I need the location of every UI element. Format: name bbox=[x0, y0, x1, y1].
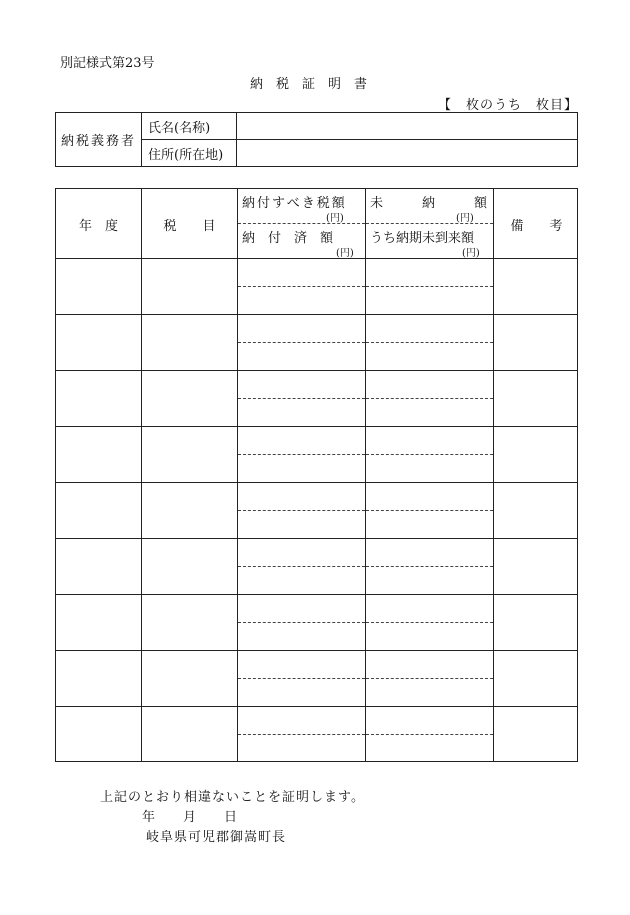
cell-paid[interactable] bbox=[238, 678, 365, 706]
cell-tax-item[interactable] bbox=[142, 370, 237, 426]
cell-paid[interactable] bbox=[238, 734, 365, 762]
date-year: 年 bbox=[142, 810, 156, 825]
taxpayer-heading: 納税義務者 bbox=[56, 113, 142, 166]
cell-remarks[interactable] bbox=[494, 426, 579, 482]
cell-tax-due[interactable] bbox=[238, 650, 365, 678]
issuer: 岐阜県可児郡御嵩町長 bbox=[146, 830, 287, 845]
cell-paid[interactable] bbox=[238, 398, 365, 426]
form-number: 別記様式第23号 bbox=[60, 56, 155, 71]
issue-date bbox=[142, 806, 237, 825]
cell-unpaid[interactable] bbox=[366, 594, 493, 622]
cell-unpaid[interactable] bbox=[366, 370, 493, 398]
unit-not-yet-due: (円) bbox=[462, 248, 480, 259]
document-title: 納税証明書 bbox=[249, 77, 380, 92]
address-field[interactable] bbox=[238, 140, 577, 166]
cell-remarks[interactable] bbox=[494, 706, 579, 762]
cell-tax-due[interactable] bbox=[238, 370, 365, 398]
cell-tax-item[interactable] bbox=[142, 426, 237, 482]
cell-not-yet-due[interactable] bbox=[366, 398, 493, 426]
cell-remarks[interactable] bbox=[494, 594, 579, 650]
address-label: 住所(所在地) bbox=[142, 140, 237, 166]
cell-tax-item[interactable] bbox=[142, 706, 237, 762]
cell-unpaid[interactable] bbox=[366, 650, 493, 678]
header-tax-item: 税 目 bbox=[163, 219, 216, 234]
cell-paid[interactable] bbox=[238, 286, 365, 314]
cell-year[interactable] bbox=[56, 258, 141, 314]
cell-unpaid[interactable] bbox=[366, 482, 493, 510]
cell-tax-due[interactable] bbox=[238, 538, 365, 566]
cell-tax-item[interactable] bbox=[142, 594, 237, 650]
cell-remarks[interactable] bbox=[494, 650, 579, 706]
cell-paid[interactable] bbox=[238, 342, 365, 370]
cell-tax-item[interactable] bbox=[142, 258, 237, 314]
cell-tax-due[interactable] bbox=[238, 706, 365, 734]
unit-tax-due: (円) bbox=[326, 213, 344, 224]
cell-unpaid[interactable] bbox=[366, 538, 493, 566]
cell-unpaid[interactable] bbox=[366, 426, 493, 454]
cell-not-yet-due[interactable] bbox=[366, 622, 493, 650]
cell-tax-due[interactable] bbox=[238, 482, 365, 510]
cell-not-yet-due[interactable] bbox=[366, 342, 493, 370]
cell-not-yet-due[interactable] bbox=[366, 734, 493, 762]
cell-year[interactable] bbox=[56, 594, 141, 650]
cell-year[interactable] bbox=[56, 314, 141, 370]
cell-remarks[interactable] bbox=[494, 538, 579, 594]
confirmation-statement: 上記のとおり相違ないことを証明します。 bbox=[100, 790, 365, 805]
name-field[interactable] bbox=[238, 113, 577, 139]
cell-tax-due[interactable] bbox=[238, 314, 365, 342]
cell-tax-item[interactable] bbox=[142, 482, 237, 538]
cell-remarks[interactable] bbox=[494, 314, 579, 370]
cell-year[interactable] bbox=[56, 650, 141, 706]
sheet-count: 【 枚のうち 枚目】 bbox=[437, 98, 578, 113]
cell-year[interactable] bbox=[56, 482, 141, 538]
cell-tax-item[interactable] bbox=[142, 538, 237, 594]
cell-tax-due[interactable] bbox=[238, 258, 365, 286]
cell-year[interactable] bbox=[56, 706, 141, 762]
header-year: 年 度 bbox=[78, 219, 118, 234]
header-paid: 納 付 済 額 bbox=[242, 231, 334, 246]
header-tax-due: 納付すべき税額 bbox=[242, 196, 347, 211]
cell-tax-due[interactable] bbox=[238, 426, 365, 454]
cell-year[interactable] bbox=[56, 426, 141, 482]
cell-unpaid[interactable] bbox=[366, 706, 493, 734]
header-dashed-divider bbox=[366, 223, 493, 224]
cell-unpaid[interactable] bbox=[366, 314, 493, 342]
cell-paid[interactable] bbox=[238, 454, 365, 482]
name-label: 氏名(名称) bbox=[142, 113, 237, 139]
cell-not-yet-due[interactable] bbox=[366, 678, 493, 706]
cell-not-yet-due[interactable] bbox=[366, 454, 493, 482]
cell-paid[interactable] bbox=[238, 622, 365, 650]
cell-paid[interactable] bbox=[238, 510, 365, 538]
cell-unpaid[interactable] bbox=[366, 258, 493, 286]
header-remarks: 備 考 bbox=[510, 219, 563, 234]
header-dashed-divider bbox=[238, 223, 365, 224]
unit-paid: (円) bbox=[336, 248, 354, 259]
header-not-yet-due: うち納期未到来額 bbox=[370, 231, 475, 246]
taxpayer-box bbox=[55, 112, 578, 167]
cell-tax-item[interactable] bbox=[142, 650, 237, 706]
header-unpaid: 未 納 額 bbox=[370, 196, 488, 211]
cell-year[interactable] bbox=[56, 370, 141, 426]
date-month: 月 bbox=[183, 810, 197, 825]
cell-remarks[interactable] bbox=[494, 370, 579, 426]
cell-not-yet-due[interactable] bbox=[366, 566, 493, 594]
cell-year[interactable] bbox=[56, 538, 141, 594]
cell-paid[interactable] bbox=[238, 566, 365, 594]
tax-table bbox=[55, 188, 578, 762]
cell-not-yet-due[interactable] bbox=[366, 286, 493, 314]
cell-remarks[interactable] bbox=[494, 258, 579, 314]
unit-unpaid: (円) bbox=[456, 213, 474, 224]
cell-remarks[interactable] bbox=[494, 482, 579, 538]
cell-not-yet-due[interactable] bbox=[366, 510, 493, 538]
cell-tax-due[interactable] bbox=[238, 594, 365, 622]
date-day: 日 bbox=[224, 810, 238, 825]
cell-tax-item[interactable] bbox=[142, 314, 237, 370]
